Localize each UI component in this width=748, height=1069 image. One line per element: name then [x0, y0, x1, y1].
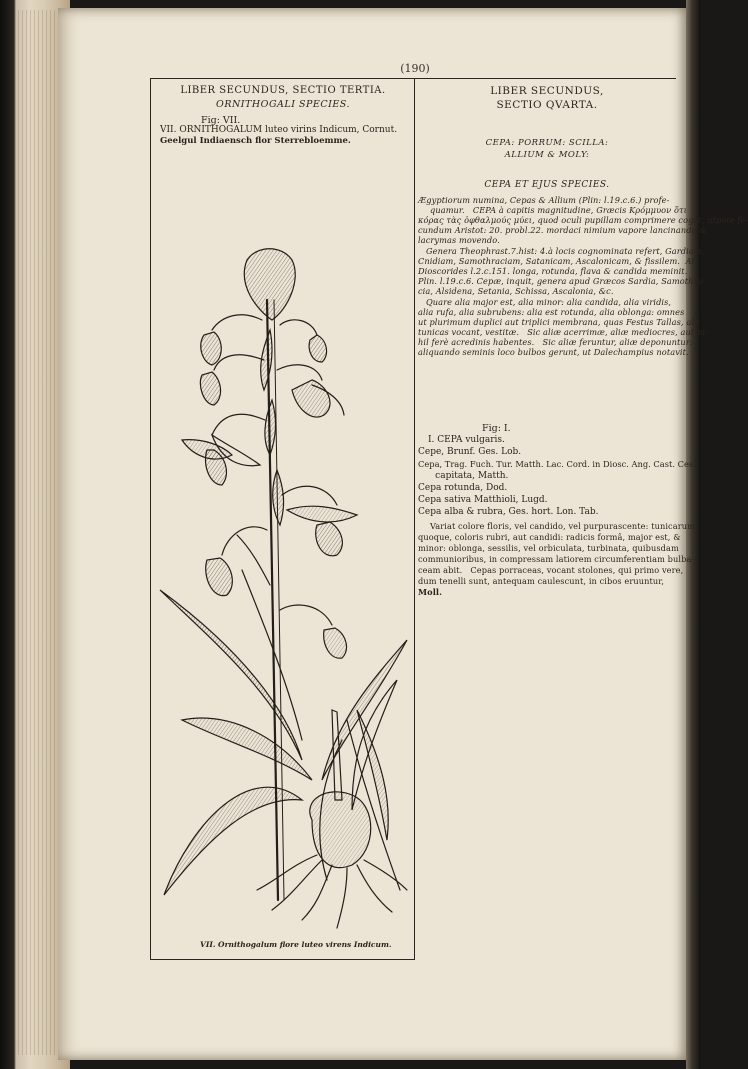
right-figure-label: Fig: I. — [482, 423, 511, 434]
paragraph-line: aliquando seminis loco bulbos gerunt, ut Dalechampius notavit. — [418, 347, 689, 357]
page-number: (190) — [400, 62, 430, 75]
ornithogalum-engraving — [152, 240, 412, 930]
description-line: minor: oblonga, sessilis, vel orbiculata, turbinata, quibusdam — [418, 543, 679, 553]
paragraph-line: Quare alia major est, alia minor: alia candida, alia viridis, — [426, 297, 672, 307]
right-header-line2: SECTIO QVARTA. — [496, 99, 598, 111]
paragraph-line: cia, Alsidena, Setania, Schissa, Ascalonia, &c. — [418, 286, 614, 296]
left-figure-label: Fig: VII. — [201, 115, 241, 126]
paragraph-line: lacrymas movendo. — [418, 235, 500, 245]
paragraph-line: cundum Aristot: 20. probl.22. mordaci nimium vapore lancinando & — [418, 225, 707, 235]
description-line: dum tenelli sunt, antequam caulescunt, in cibos eruuntur, — [418, 576, 665, 586]
synonym-line: I. CEPA vulgaris. — [428, 435, 505, 445]
paragraph-line: alia rufa, alia subrubens: alia est rotunda, alia oblonga: omnes — [418, 307, 685, 317]
paragraph-line: quamur. CEPA à capitis magnitudine, Græcis Κρόμμυον ὅτι — [430, 205, 687, 215]
paragraph-line: ut plurimum duplici aut triplici membrana, quas Festus Tallas, alii — [418, 317, 700, 327]
right-header-line1: LIBER SECUNDUS, — [490, 85, 604, 97]
vernacular-name: Geelgul Indiaensch flor Sterrebloemme. — [160, 136, 351, 146]
left-header: LIBER SECUNDUS, SECTIO TERTIA. — [180, 85, 386, 96]
species-title: VII. ORNITHOGALUM luteo virins Indicum, Cornut. — [160, 125, 398, 135]
synonym-line: Cepa, Trag. Fuch. Tur. Matth. Lac. Cord. in Diosc. Ang. Cast. Ces. — [418, 459, 696, 469]
right-sub-line1: CEPA: PORRUM: SCILLA: — [485, 138, 609, 148]
paragraph-line: Plin. l.19.c.6. Cepæ, inquit, genera apud Græcos Sardia, Samothra- — [418, 276, 706, 286]
description-line: ceam abit. Cepas porraceas, vocant stolones, qui primo vere, — [418, 565, 684, 575]
paragraph-line: tunicas vocant, vestitæ. Sic aliæ acerrimæ, aliæ mediocres, aut ni- — [418, 327, 708, 337]
description-line: communioribus, in compressam latiorem circumferentiam bulba- — [418, 554, 695, 564]
paragraph-line: Ægyptiorum numina, Cepas & Allium (Plin: l.19.c.6.) profe- — [418, 195, 670, 205]
left-subheader: ORNITHOGALI SPECIES. — [216, 99, 350, 110]
paragraph-line: Dioscorides l.2.c.151. longa, rotunda, flava & candida meminit. — [418, 266, 688, 276]
paragraph-line: hil ferè acredinis habentes. Sic aliæ feruntur, aliæ deponuntur: — [418, 337, 693, 347]
paragraph-line: κόρας τὰς ὀφθαλμούς μύει, quod oculi pupillam comprimere cogat, utpote fe- — [418, 215, 748, 225]
section-title: CEPA ET EJUS SPECIES. — [484, 180, 610, 190]
synonym-line: Cepa sativa Matthioli, Lugd. — [418, 495, 548, 505]
description-line: Variat colore floris, vel candido, vel purpurascente: tunicarum — [430, 521, 695, 531]
figure-caption: VII. Ornithogalum flore luteo virens Indicum. — [200, 940, 392, 949]
synonym-line: capitata, Matth. — [418, 471, 509, 481]
paragraph-line: Cnidiam, Samothraciam, Satanicam, Ascalonicam, & fissilem. At — [418, 256, 695, 266]
synonym-line: Cepa alba & rubra, Ges. hort. Lon. Tab. — [418, 507, 599, 517]
description-line: Moll. — [418, 587, 443, 597]
synonym-line: Cepe, Brunf. Ges. Lob. — [418, 447, 522, 457]
paragraph-line: Genera Theophrast.7.hist: 4.à locis cognominata refert, Gardiam, — [426, 246, 705, 256]
right-sub-line2: ALLIUM & MOLY: — [504, 150, 590, 160]
description-line: quoque, coloris rubri, aut candidi: radicis formâ, major est, & — [418, 532, 681, 542]
synonym-line: Cepa rotunda, Dod. — [418, 483, 508, 493]
book-spine-shadow — [686, 0, 701, 1069]
